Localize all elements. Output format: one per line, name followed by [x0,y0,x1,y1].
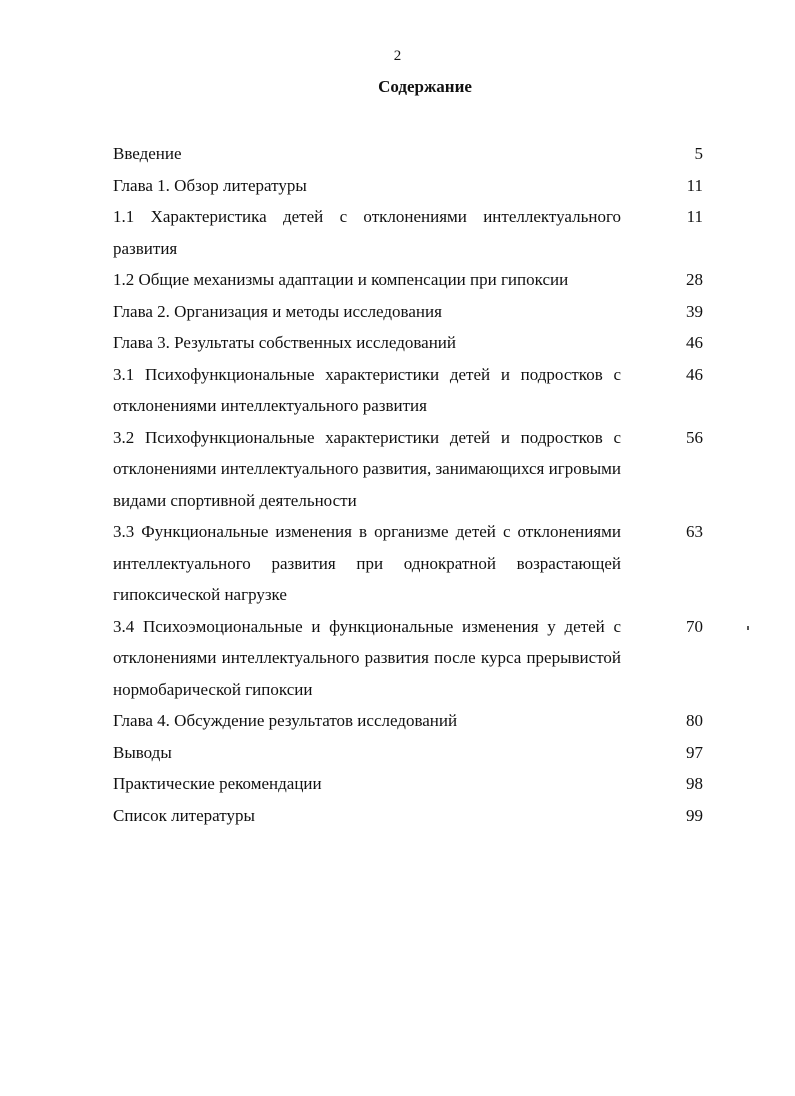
toc-entry-chapter-2 [113,296,703,328]
toc-entry-text: 1.1 Характеристика детей с отклонениями интеллектуального развития [113,207,621,258]
table-of-contents [113,138,703,831]
toc-entry-page: 39 [686,301,703,321]
toc-entry-page: 99 [686,805,703,825]
toc-entry-text: 1.2 Общие механизмы адаптации и компенсации при гипоксии [113,270,569,289]
toc-entry-text: Список литературы [113,805,255,825]
toc-entry-page: 63 [686,522,703,541]
toc-entry-text: Практические рекомендации [113,774,322,793]
page-title: Содержание [378,77,472,96]
toc-entry-page: 11 [686,175,703,195]
toc-entry-recommendations [113,768,703,800]
toc-entry-text: 3.1 Психофункциональные характеристики детей и подростков с отклонениями интеллектуального развития [113,364,621,415]
toc-entry-text: Глава 3. Результаты собственных исследований [113,333,456,352]
toc-entry-page: 80 [686,711,703,730]
toc-entry-section-1-2 [113,264,703,296]
toc-entry-text: 3.3 Функциональные изменения в организме детей с отклонениями интеллектуального развития при однократной возрастающей гипоксической нагрузке [113,522,621,604]
toc-entry-section-3-3 [113,516,703,611]
toc-entry-section-3-4 [113,611,703,706]
toc-entry-bibliography [113,800,703,832]
toc-entry-text: Выводы [113,742,172,762]
toc-entry-section-3-1 [113,359,703,422]
toc-entry-page: 70 [686,616,703,636]
toc-entry-page: 5 [694,144,703,163]
toc-entry-chapter-4 [113,705,703,737]
toc-entry-page: 97 [686,742,703,762]
toc-entry-chapter-3 [113,327,703,359]
toc-entry-chapter-1 [113,170,703,202]
toc-entry-text: 3.2 Психофункциональные характеристики детей и подростков с отклонениями интеллектуального развития, занимающихся игровыми видами спортивной деятельности [113,427,621,510]
toc-entry-page: 56 [686,427,703,447]
toc-entry-text: Глава 4. Обсуждение результатов исследований [113,711,458,730]
toc-entry-section-1-1 [113,201,703,264]
toc-entry-page: 46 [686,333,703,352]
toc-entry-text: 3.4 Психоэмоциональные и функциональные изменения у детей с отклонениями интеллектуального развития после курса прерывистой нормобарической гипоксии [113,616,621,699]
toc-entry-page: 46 [686,364,703,384]
toc-entry-page: 11 [686,207,703,226]
toc-entry-text: Глава 2. Организация и методы исследования [113,301,442,321]
toc-entry-text: Глава 1. Обзор литературы [113,175,307,195]
toc-entry-section-3-2 [113,422,703,517]
scan-speck [747,626,749,630]
toc-entry-conclusions [113,737,703,769]
toc-entry-introduction [113,138,703,170]
page-number: 2 [393,48,402,64]
toc-entry-page: 28 [686,270,703,289]
toc-entry-text: Введение [113,144,182,163]
toc-entry-page: 98 [686,774,703,793]
